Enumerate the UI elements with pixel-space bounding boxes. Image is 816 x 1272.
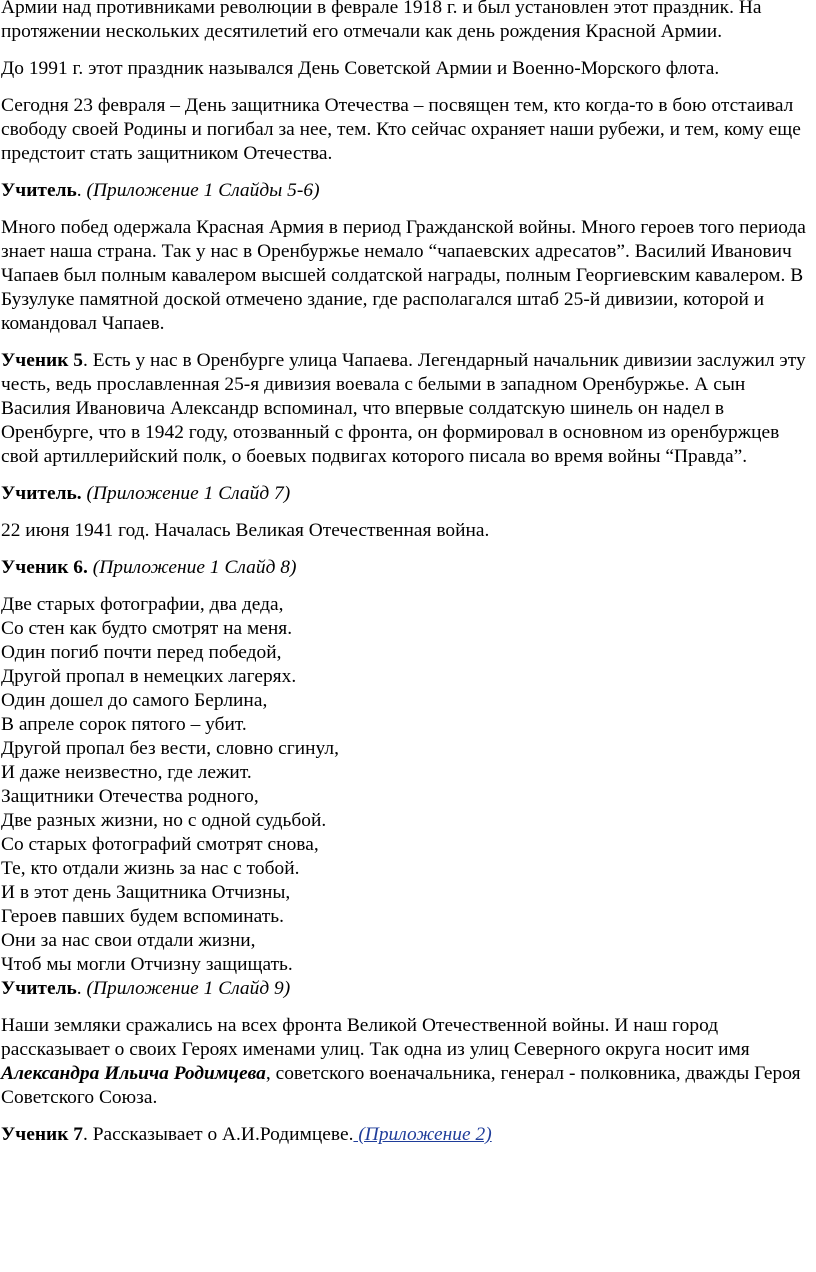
paragraph-civil-war: Много побед одержала Красная Армия в период Гражданской войны. Много героев того периода знает наша страна. Так у нас в Оренбуржье немало “чапаевских адресатов”. Василий Иванович Чапаев был полным кавалером высшей солдатской награды, полным Георгиевским кавалером. В Бузулуке памятной доской отмечено здание, где располагался штаб 25-й дивизии, которой и командовал Чапаев.	[1, 217, 806, 334]
speaker-punct: .	[76, 978, 87, 999]
appendix-link-label: (Приложение 2)	[353, 1124, 492, 1145]
speaker-line-teacher-2	[1, 482, 813, 506]
speaker-line-teacher-1	[1, 179, 813, 203]
poem-line: В апреле сорок пятого – убит.	[1, 714, 247, 735]
paragraph-army-history: Армии над противниками революции в феврале 1918 г. и был установлен этот праздник. На протяжении нескольких десятилетий его отмечали как день рождения Красной Армии.	[1, 0, 762, 42]
appendix-note: (Приложение 1 Слайды 5-6)	[86, 180, 320, 201]
poem	[1, 593, 813, 977]
poem-line: Со стен как будто смотрят на меня.	[1, 618, 293, 639]
poem-line: Героев павших будем вспоминать.	[1, 906, 285, 927]
poem-line: Другой пропал без вести, словно сгинул,	[1, 738, 339, 759]
poem-line: И даже неизвестно, где лежит.	[1, 762, 252, 783]
paragraph-june-1941: 22 июня 1941 год. Началась Великая Отечественная война.	[1, 520, 490, 541]
poem-line: Две разных жизни, но с одной судьбой.	[1, 810, 327, 831]
poem-line: Они за нас свои отдали жизни,	[1, 930, 256, 951]
paragraph-text-before: Наши земляки сражались на всех фронта Великой Отечественной войны. И наш город рассказывает о своих Героях именами улиц. Так одна из улиц Северного округа носит имя	[1, 1015, 750, 1060]
appendix-2-link[interactable]	[353, 1124, 491, 1145]
speaker-text: . Есть у нас в Оренбурге улица Чапаева. Легендарный начальник дивизии заслужил эту честь, ведь прославленная 25-я дивизия воевала с белыми в западном Оренбуржье. А сын Василия Ивановича Александр вспоминал, что впервые солдатскую шинель он надел в Оренбурге, что в 1942 году, отозванный с фронта, он формировал в основном из оренбуржцев свой артиллерийский полк, о боевых подвигах которого писала во время войны “Правда”.	[1, 350, 806, 467]
speaker-line-student-7	[1, 1123, 813, 1147]
poem-line: Со старых фотографий смотрят снова,	[1, 834, 319, 855]
speaker-text: . Рассказывает о А.И.Родимцеве.	[83, 1124, 354, 1145]
speaker-punct: .	[76, 180, 87, 201]
speaker-name: Учитель.	[1, 483, 82, 504]
appendix-note: (Приложение 1 Слайд 7)	[81, 483, 291, 504]
poem-line: Защитники Отечества родного,	[1, 786, 259, 807]
speaker-name: Учитель	[1, 180, 77, 201]
appendix-note: (Приложение 1 Слайд 9)	[86, 978, 291, 999]
speaker-name: Ученик 5	[1, 350, 83, 371]
poem-line: И в этот день Защитника Отчизны,	[1, 882, 291, 903]
speaker-line-student-6	[1, 556, 813, 580]
speaker-name: Учитель	[1, 978, 77, 999]
speaker-line-teacher-3	[1, 977, 813, 1001]
poem-line: Другой пропал в немецких лагерях.	[1, 666, 297, 687]
poem-line: Чтоб мы могли Отчизну защищать.	[1, 954, 293, 975]
poem-line: Один погиб почти перед победой,	[1, 642, 282, 663]
poem-line: Один дошел до самого Берлина,	[1, 690, 268, 711]
speaker-line-student-5	[1, 349, 813, 469]
document-page	[1, 0, 813, 1160]
paragraph-today: Сегодня 23 февраля – День защитника Отечества – посвящен тем, кто когда-то в бою отстаивал свободу своей Родины и погибал за нее, тем. Кто сейчас охраняет наши рубежи, и тем, кому еще предстоит стать защитником Отечества.	[1, 95, 801, 164]
appendix-note: (Приложение 1 Слайд 8)	[87, 557, 297, 578]
hero-name: Александра Ильича Родимцева	[1, 1063, 266, 1084]
speaker-name: Ученик 6.	[1, 557, 88, 578]
poem-line: Две старых фотографии, два деда,	[1, 594, 284, 615]
paragraph-rodimtsev-street	[1, 1014, 813, 1110]
paragraph-1991: До 1991 г. этот праздник назывался День Советской Армии и Военно-Морского флота.	[1, 58, 720, 79]
speaker-name: Ученик 7	[1, 1124, 83, 1145]
paragraph-text-after: , советского военачальника, генерал - полковника, дважды Героя Советского Союза.	[1, 1063, 801, 1108]
poem-line: Те, кто отдали жизнь за нас с тобой.	[1, 858, 300, 879]
